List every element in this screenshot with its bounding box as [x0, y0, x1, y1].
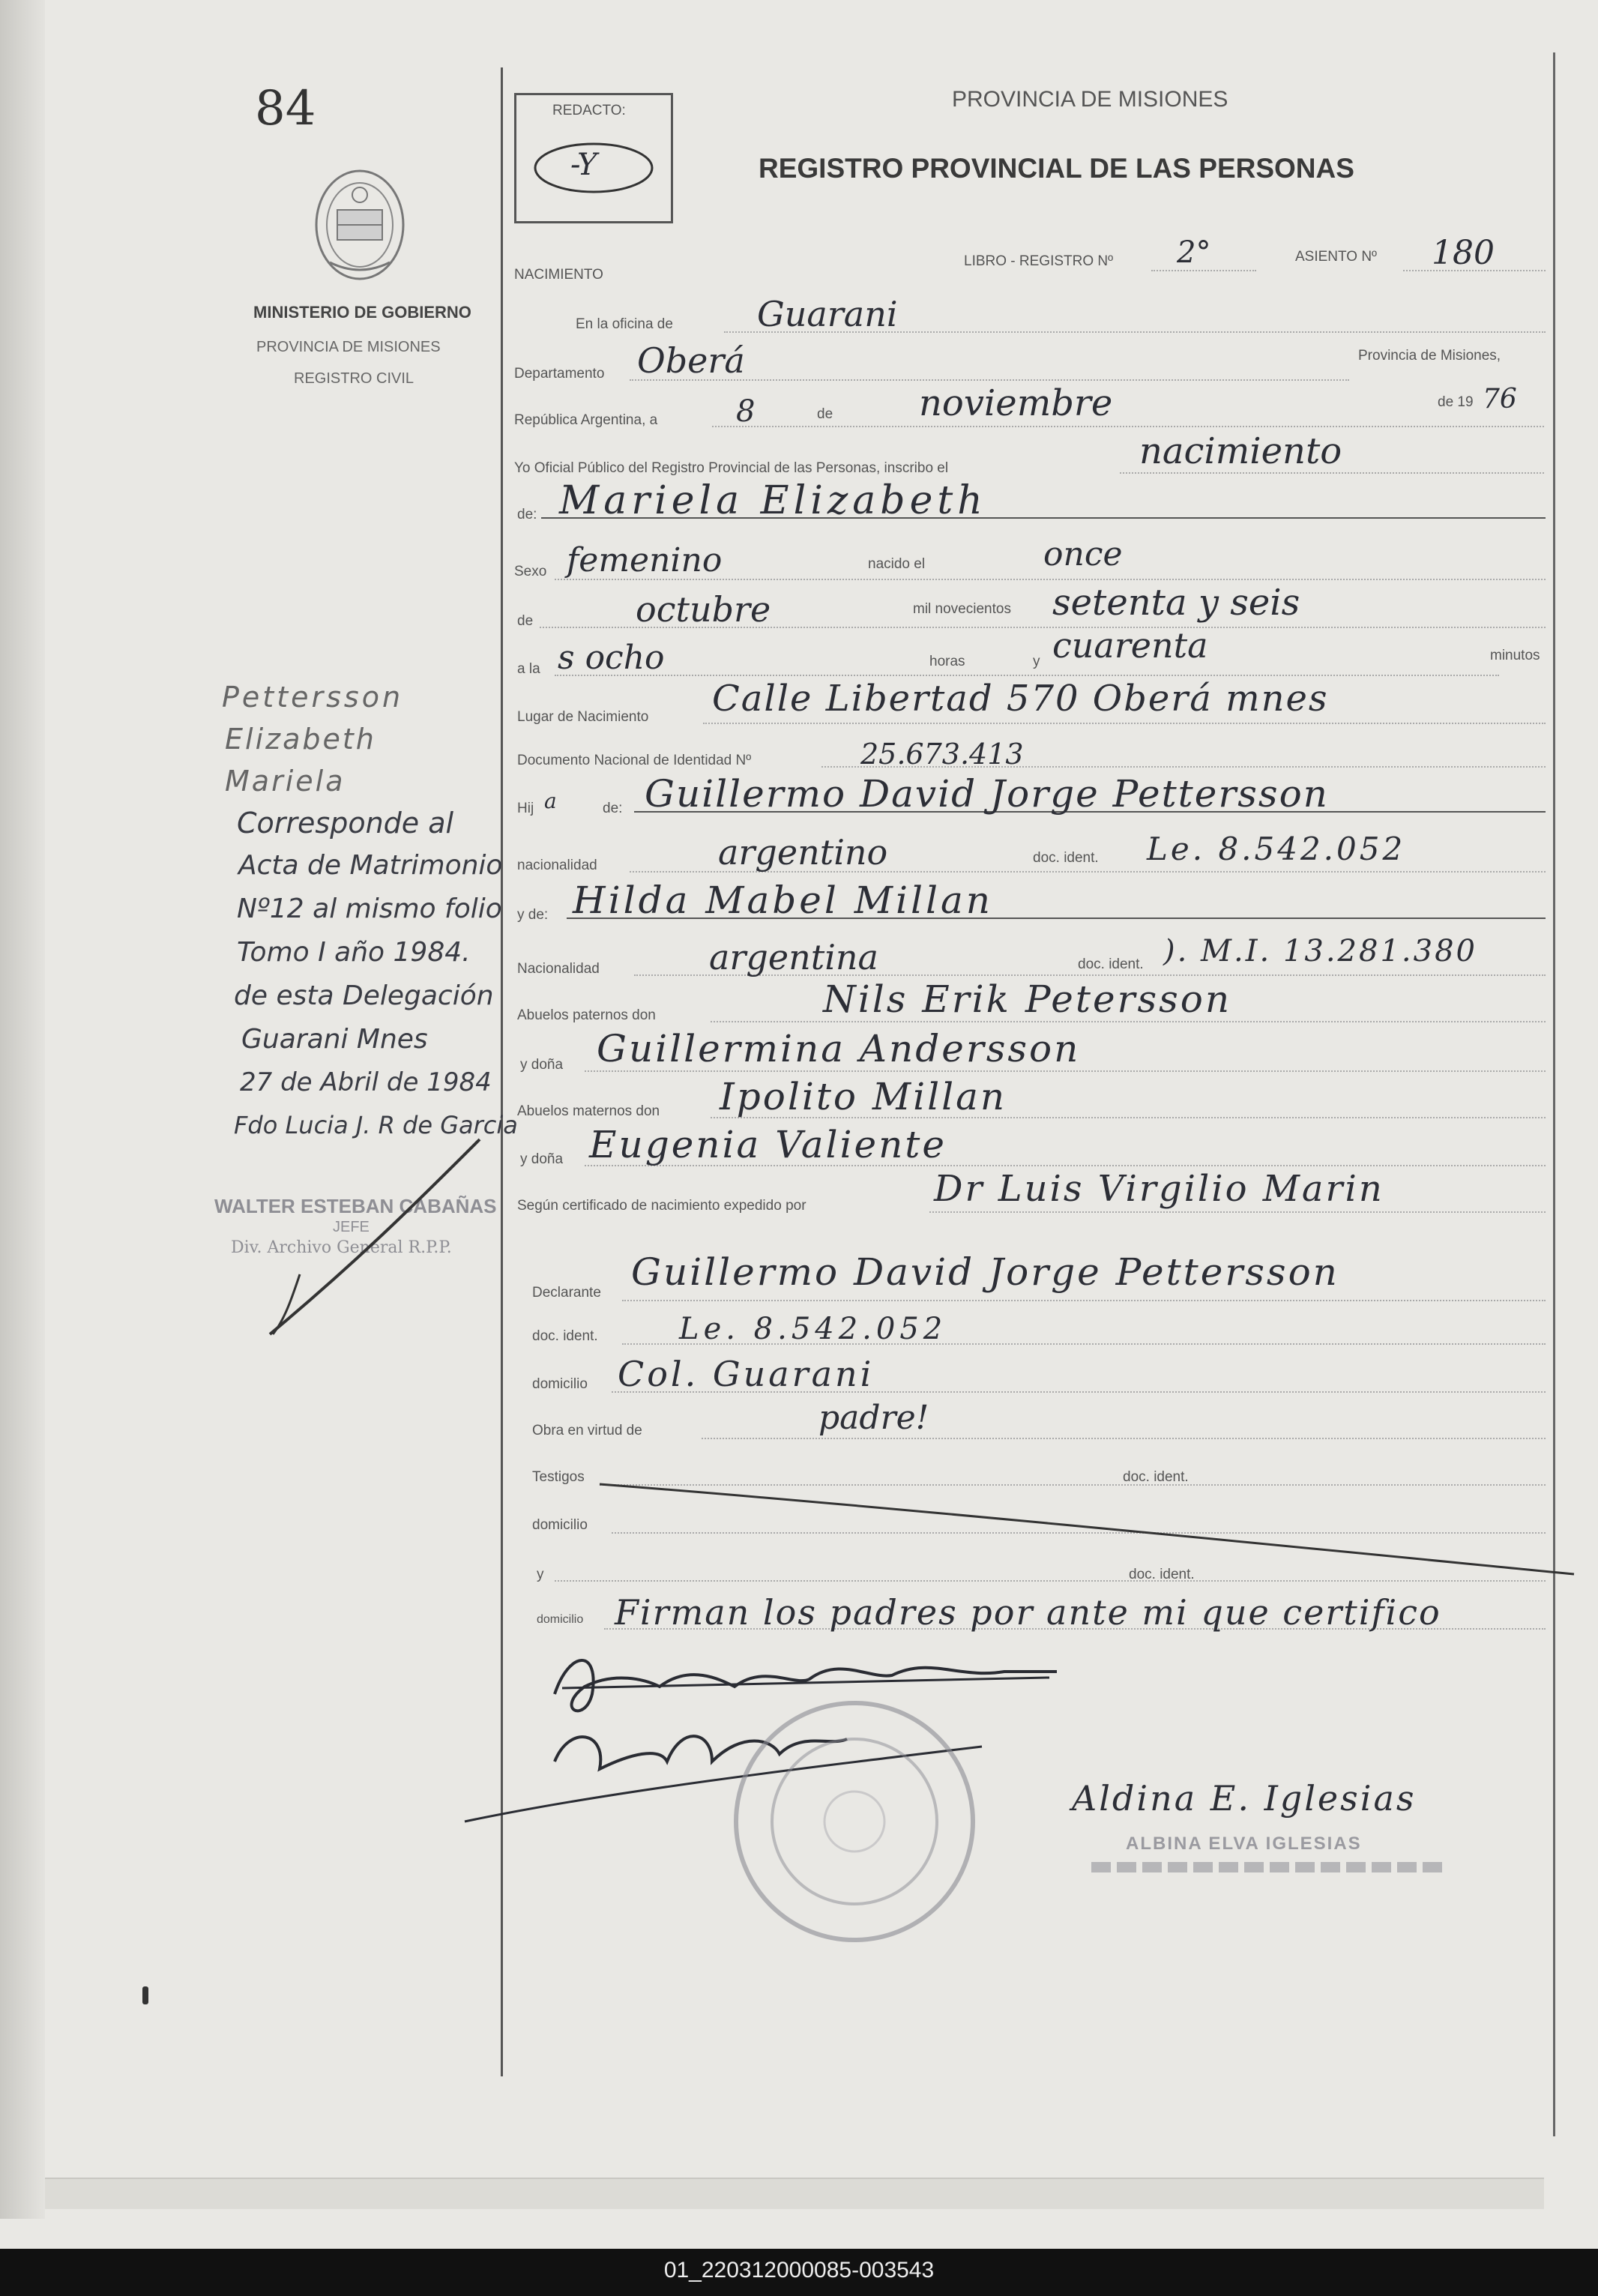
departamento-value: Oberá	[637, 340, 745, 381]
firma-value: Firman los padres por ante mi que certifico	[615, 1592, 1441, 1633]
stamp-name: WALTER ESTEBAN CABAÑAS	[214, 1195, 497, 1217]
binding-edge	[0, 0, 45, 2219]
hijo-suffix: a	[544, 789, 557, 813]
republica-dots	[712, 426, 1544, 427]
margin-note-line: Fdo Lucia J. R de Garcia	[234, 1111, 518, 1139]
mes-nac-value: octubre	[636, 589, 771, 630]
minutos-label: minutos	[1490, 648, 1540, 663]
lower-sheet-edge	[45, 2178, 1544, 2209]
oficial-label: Yo Oficial Público del Registro Provincial de las Personas, inscribo el	[514, 460, 949, 476]
oficial-firma: Aldina E. Iglesias	[1072, 1778, 1417, 1819]
inscribo-value: nacimiento	[1139, 430, 1342, 472]
ministry-office: REGISTRO CIVIL	[294, 370, 414, 387]
stamp-role: JEFE	[333, 1219, 370, 1235]
anio-label: de 19	[1438, 394, 1474, 410]
obra-label: Obra en virtud de	[532, 1423, 642, 1438]
nac-padre-label: nacionalidad	[517, 858, 597, 873]
oficina-value: Guarani	[757, 294, 898, 334]
margin-note-line: Pettersson	[222, 681, 404, 714]
nac-madre-value: argentina	[709, 937, 878, 977]
sexo-label: Sexo	[514, 564, 547, 579]
margin-note-line: Guarani Mnes	[241, 1024, 428, 1055]
testigos-doc-label: doc. ident.	[1123, 1469, 1189, 1485]
margin-slash	[255, 1132, 495, 1342]
abuela-m-label: y doña	[520, 1151, 564, 1167]
dia-value: 8	[736, 394, 756, 429]
margin-note-line: Elizabeth	[225, 723, 376, 756]
de-label: de	[817, 406, 833, 422]
doc-padre-label: doc. ident.	[1033, 850, 1099, 866]
redacto-box	[514, 93, 673, 223]
mil-label: mil novecientos	[913, 601, 1011, 617]
asiento-value: 180	[1432, 234, 1495, 272]
obra-dots	[702, 1438, 1546, 1439]
anio-value: 76	[1483, 384, 1517, 415]
official-seal-icon	[727, 1694, 982, 1949]
doc-madre-value: ). M.I. 13.281.380	[1163, 934, 1477, 968]
domicilio-value: Col. Guarani	[618, 1354, 875, 1394]
oficial-dots	[1120, 472, 1544, 474]
provincia-label: Provincia de Misiones,	[1358, 348, 1501, 364]
padre-label: de:	[603, 801, 623, 816]
certificado-value: Dr Luis Virgilio Marin	[934, 1168, 1384, 1210]
asiento-label: ASIENTO Nº	[1295, 249, 1377, 265]
libro-value: 2°	[1177, 235, 1211, 270]
nacido-value: once	[1043, 535, 1123, 573]
de2-label: de	[517, 613, 534, 629]
certificado-dots	[929, 1211, 1546, 1213]
republica-label: República Argentina, a	[514, 412, 658, 428]
domicilio3-label: domicilio	[537, 1613, 584, 1626]
abuelos-m-label: Abuelos maternos don	[517, 1103, 660, 1119]
abuela-p-dots	[585, 1070, 1546, 1072]
nacido-label: nacido el	[868, 556, 926, 572]
certificado-label: Según certificado de nacimiento expedido por	[517, 1198, 806, 1214]
hora-dots	[555, 675, 1499, 676]
doc-madre-label: doc. ident.	[1078, 956, 1144, 972]
lugar-label: Lugar de Nacimiento	[517, 709, 649, 725]
mes-value: noviembre	[919, 382, 1113, 424]
folio-number: 84	[255, 81, 316, 136]
ministry-title: MINISTERIO DE GOBIERNO	[253, 303, 471, 322]
margin-note-line: Corresponde al	[237, 807, 454, 840]
doc-padre-value: Le. 8.542.052	[1147, 831, 1406, 867]
abuelo-m-value: Ipolito Millan	[720, 1075, 1007, 1118]
nombre-value: Mariela Elizabeth	[559, 478, 987, 523]
hijo-label: Hij	[517, 801, 534, 816]
margin-note-line: Mariela	[225, 765, 346, 798]
ministry-province: PROVINCIA DE MISIONES	[256, 339, 441, 355]
sexo-value: femenino	[567, 541, 723, 579]
abuelos-p-label: Abuelos paternos don	[517, 1007, 656, 1023]
header-title: REGISTRO PROVINCIAL DE LAS PERSONAS	[759, 153, 1354, 184]
madre-value: Hilda Mabel Millan	[573, 879, 993, 922]
de-nombre-label: de:	[517, 507, 537, 522]
abuela-p-label: y doña	[520, 1057, 564, 1073]
oficial-sello: ALBINA ELVA IGLESIAS	[1126, 1834, 1362, 1854]
domicilio-label: domicilio	[532, 1376, 588, 1392]
abuelos-p-dots	[711, 1021, 1546, 1022]
hora-value: s ocho	[558, 639, 665, 677]
ink-mark	[142, 1986, 148, 2004]
departamento-label: Departamento	[514, 366, 605, 382]
dni-value: 25.673.413	[860, 738, 1024, 771]
margin-note-line: Nº12 al mismo folio	[237, 894, 502, 924]
minutos-value: cuarenta	[1052, 625, 1208, 666]
libro-dots	[1151, 270, 1256, 271]
redacto-value: -Y	[570, 148, 597, 182]
doc-decl-label: doc. ident.	[532, 1328, 598, 1344]
image-caption: 01_220312000085-003543	[663, 2258, 935, 2283]
anio-nac-value: setenta y seis	[1052, 582, 1300, 624]
horas-label: horas	[929, 654, 965, 669]
minutos-pre: y	[1033, 654, 1040, 669]
declarante-value: Guillermo David Jorge Pettersson	[631, 1250, 1339, 1294]
coat-of-arms-icon	[307, 165, 412, 285]
right-margin-rule	[1553, 52, 1555, 2136]
hora-label: a la	[517, 661, 540, 677]
declarante-dots	[622, 1300, 1546, 1301]
libro-label: LIBRO - REGISTRO Nº	[964, 253, 1114, 269]
stamp-division: Div. Archivo General R.P.P.	[231, 1238, 452, 1257]
dni-label: Documento Nacional de Identidad Nº	[517, 753, 752, 768]
oficial-sello-line	[1091, 1862, 1444, 1872]
testigos-label: Testigos	[532, 1469, 585, 1485]
doc-decl-value: Le. 8.542.052	[679, 1312, 947, 1346]
declarante-label: Declarante	[532, 1285, 601, 1301]
abuela-m-value: Eugenia Valiente	[589, 1123, 947, 1166]
nac-madre-label: Nacionalidad	[517, 961, 600, 977]
margin-note-line: de esta Delegación	[234, 980, 494, 1011]
margin-note-line: Tomo I año 1984.	[237, 937, 471, 968]
redacto-label: REDACTO:	[552, 103, 626, 118]
margin-note-line: 27 de Abril de 1984	[240, 1067, 492, 1097]
abuela-p-value: Guillermina Andersson	[597, 1027, 1081, 1070]
header-province: PROVINCIA DE MISIONES	[952, 87, 1228, 112]
y-doc-label: doc. ident.	[1129, 1567, 1195, 1582]
y-label: y	[537, 1567, 544, 1582]
domicilio2-label: domicilio	[532, 1517, 588, 1533]
section-nacimiento: NACIMIENTO	[514, 267, 603, 283]
oficina-label: En la oficina de	[576, 316, 673, 332]
margin-note-line: Acta de Matrimonio	[238, 850, 503, 881]
lugar-value: Calle Libertad 570 Oberá mnes	[712, 678, 1329, 720]
lugar-dots	[703, 723, 1546, 724]
obra-value: padre!	[818, 1399, 929, 1437]
cancel-stroke	[592, 1477, 1582, 1582]
padre-value: Guillermo David Jorge Pettersson	[645, 772, 1329, 816]
abuelo-p-value: Nils Erik Petersson	[823, 977, 1232, 1021]
nac-padre-value: argentino	[718, 832, 888, 873]
madre-label: y de:	[517, 907, 549, 923]
